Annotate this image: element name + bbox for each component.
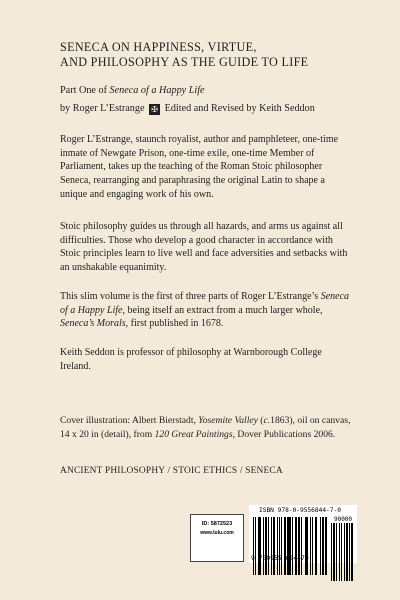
subject-categories: ANCIENT PHILOSOPHY / STOIC ETHICS / SENECA	[60, 466, 283, 476]
ean-barcode-bars	[253, 517, 327, 575]
editor-credit: Edited and Revised by Keith Seddon	[164, 103, 315, 114]
ean-digits: 9 780955 684470	[251, 554, 309, 562]
book-title	[60, 40, 350, 70]
part-prefix: Part One of	[60, 85, 110, 96]
p3-text-a: This slim volume is the first of three parts of Roger L’Estrange’s	[60, 291, 321, 302]
title-line-2: AND PHILOSOPHY AS THE GUIDE TO LIFE	[60, 55, 309, 69]
credit-e: 1863), oil on canvas, 14 x 20 in (detail), from	[60, 415, 351, 440]
credit-g: , Dover Publications 2006.	[232, 428, 336, 440]
credit-a: Cover illustration: Albert Bierstadt,	[60, 415, 199, 426]
blurb-paragraph-1: Roger L’Estrange, staunch royalist, author and pamphleteer, one-time inmate of Newgate Prison, one-time exile, one-time Member of Parliament, takes up the teaching of the Roman Stoic philosopher Seneca, rearranging and paraphrasing the original Latin to shape a unique and engaging work of his own.	[60, 134, 339, 200]
blurb-paragraph-3	[60, 290, 352, 331]
p3-title-senecas-morals: Seneca’s Morals	[60, 318, 126, 330]
lulu-id-box	[190, 514, 244, 562]
p3-title-happy-life: Seneca of a Happy Life	[60, 291, 350, 316]
credit-circa: c.	[263, 415, 271, 426]
lulu-url: www.lulu.com	[200, 530, 234, 536]
barcode-addon-digits: 90000	[333, 516, 353, 523]
isbn-barcode	[249, 505, 357, 563]
ornament-icon: ✠	[149, 104, 160, 115]
credit-painting-title: Yosemite Valley	[198, 415, 258, 426]
credit-c: (	[257, 415, 264, 426]
part-book-title: Seneca of a Happy Life	[109, 85, 205, 96]
blurb-paragraph-2: Stoic philosophy guides us through all hazards, and arms us against all difficulties. Those who develop a good character in accordance with Stoic principles learn to live well and face adversities and setbacks with an unshakable equanimity.	[60, 221, 348, 274]
author-by: by Roger L’Estrange	[60, 103, 145, 114]
cover-illustration-credit	[60, 414, 352, 441]
title-line-1: SENECA ON HAPPINESS, VIRTUE,	[60, 40, 257, 54]
addon-barcode-bars	[331, 523, 355, 581]
isbn-text: ISBN 978-0-9556844-7-0	[259, 507, 341, 514]
part-line	[60, 84, 350, 97]
p3-text-c: , being itself an extract from a much larger whole,	[122, 304, 323, 316]
author-line	[60, 102, 360, 115]
lulu-id: ID: 5872523	[201, 521, 233, 527]
credit-source-title: 120 Great Paintings	[154, 428, 233, 440]
p3-text-e: , first published in 1678.	[125, 318, 224, 330]
author-bio: Keith Seddon is professor of philosophy at Warnborough College Ireland.	[60, 347, 322, 372]
